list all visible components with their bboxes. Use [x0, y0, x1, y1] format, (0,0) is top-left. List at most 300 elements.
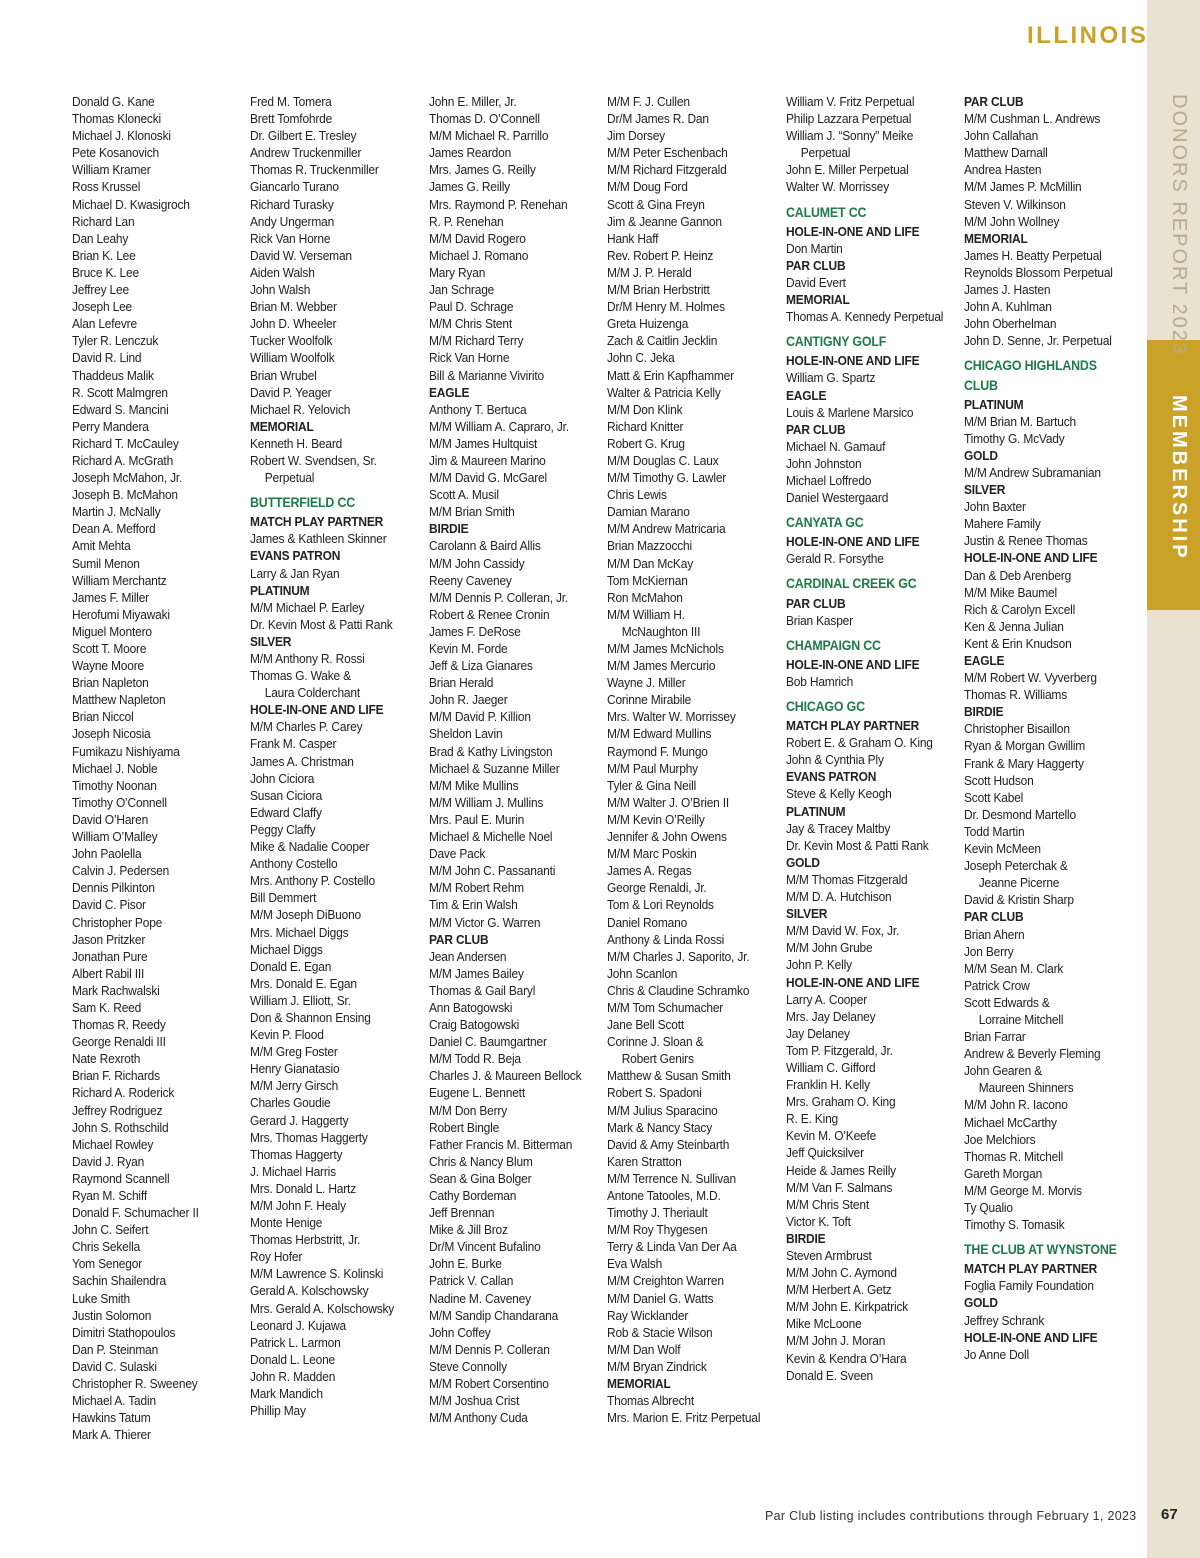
donor-name: M/M Andrew Matricaria	[607, 521, 726, 537]
donor-name: Brian Niccol	[72, 709, 134, 725]
donor-name: Edward S. Mancini	[72, 401, 169, 417]
donor-name: George Renaldi III	[72, 1034, 166, 1050]
donor-name: Hank Haff	[607, 230, 659, 246]
donor-name-continued: Jeanne Picerne	[978, 875, 1060, 891]
donor-name: M/M David G. McGarel	[429, 470, 547, 486]
donor-name: John Scanlon	[607, 965, 678, 981]
donor-name: Brian Napleton	[72, 675, 149, 691]
donor-name: Kevin P. Flood	[250, 1027, 324, 1043]
donor-name: Rev. Robert P. Heinz	[607, 247, 714, 263]
donor-name: Thomas Herbstritt, Jr.	[250, 1232, 361, 1248]
donor-name: Brian K. Lee	[72, 247, 136, 263]
donor-name: Richard A. Roderick	[72, 1085, 175, 1101]
donor-name: Andrea Hasten	[964, 162, 1042, 178]
donor-name: Eugene L. Bennett	[429, 1085, 525, 1101]
donor-name: Joseph B. McMahon	[72, 487, 178, 503]
donor-name: Chris & Nancy Blum	[429, 1153, 533, 1169]
donor-name: Brian F. Richards	[72, 1068, 160, 1084]
tier-heading: MATCH PLAY PARTNER	[964, 1261, 1098, 1277]
donor-name: M/M Terrence N. Sullivan	[607, 1170, 736, 1186]
donor-name: Corinne J. Sloan &	[607, 1034, 704, 1050]
donor-name: Roy Hofer	[250, 1249, 303, 1265]
donor-name: Brian Herald	[429, 675, 494, 691]
donor-name: William Woolfolk	[250, 350, 335, 366]
donor-name: Perry Mandera	[72, 418, 149, 434]
tier-heading: BIRDIE	[964, 704, 1004, 720]
donor-name-continued: Robert Genirs	[621, 1051, 694, 1067]
tier-heading: HOLE-IN-ONE AND LIFE	[964, 550, 1098, 566]
donor-name: Jane Bell Scott	[607, 1017, 685, 1033]
donor-name: R. Scott Malmgren	[72, 384, 168, 400]
donor-name: John D. Wheeler	[250, 316, 337, 332]
donor-name: Christopher R. Sweeney	[72, 1376, 198, 1392]
donor-name: M/M Mike Baumel	[964, 584, 1057, 600]
donor-name: M/M Tom Schumacher	[607, 999, 724, 1015]
donor-name: James F. DeRose	[429, 623, 521, 639]
tier-heading: MEMORIAL	[250, 418, 314, 434]
donor-name: M/M George M. Morvis	[964, 1182, 1082, 1198]
donor-name: Richard Lan	[72, 213, 135, 229]
donor-name: John Oberhelman	[964, 316, 1057, 332]
donor-name: M/M Victor G. Warren	[429, 914, 541, 930]
donor-name: Martin J. McNally	[72, 504, 161, 520]
donor-name: Gerald R. Forsythe	[786, 551, 884, 567]
donor-name: Donald F. Schumacher II	[72, 1205, 199, 1221]
donor-name: Steven Armbrust	[786, 1248, 872, 1263]
donor-name: Thomas A. Kennedy Perpetual	[786, 309, 944, 325]
donor-name: Kenneth H. Beard	[250, 435, 343, 451]
donor-name: Raymond Scannell	[72, 1170, 170, 1186]
donor-name: Jan Schrage	[429, 282, 495, 298]
donor-name: Mary Ryan	[429, 264, 486, 280]
donor-name: Timothy O’Connell	[72, 794, 167, 810]
donor-name: Brian Kasper	[786, 612, 853, 628]
donor-name: M/M D. A. Hutchison	[786, 889, 892, 905]
donor-name: Sam K. Reed	[72, 999, 142, 1015]
tier-heading: MATCH PLAY PARTNER	[786, 718, 920, 734]
donor-name-continued: Perpetual	[800, 145, 851, 161]
donor-name: Christopher Pope	[72, 914, 163, 930]
club-heading: CALUMET CC	[786, 204, 867, 220]
donor-name: Amit Mehta	[72, 538, 131, 554]
tier-heading: BIRDIE	[429, 521, 469, 537]
tier-heading: PAR CLUB	[964, 94, 1024, 109]
donor-name: Walter & Patricia Kelly	[607, 384, 721, 400]
donor-name: John P. Kelly	[786, 957, 852, 973]
donor-name: David W. Verseman	[250, 247, 352, 263]
donor-name: Jeffrey Schrank	[964, 1312, 1045, 1328]
donor-name: Giancarlo Turano	[250, 179, 339, 195]
donor-name: Luke Smith	[72, 1290, 131, 1306]
donor-name: Chris Sekella	[72, 1239, 141, 1255]
donor-name: Jay Delaney	[786, 1025, 850, 1041]
donor-name: William J. Elliott, Sr.	[250, 992, 351, 1008]
donor-name: M/M Michael R. Parrillo	[429, 128, 549, 144]
donor-name: William V. Fritz Perpetual	[786, 94, 915, 109]
footer-note: Par Club listing includes contributions through February 1, 2023	[765, 1509, 1137, 1523]
donor-name: Joseph Lee	[72, 299, 133, 315]
donor-name: Thomas R. Mitchell	[964, 1148, 1064, 1164]
donor-name: Monte Henige	[250, 1215, 323, 1231]
donor-name: Nate Rexroth	[72, 1051, 141, 1067]
donor-name: M/M James Hultquist	[429, 435, 538, 451]
donor-name: Justin Solomon	[72, 1307, 152, 1323]
donor-name: John E. Miller, Jr.	[429, 94, 517, 109]
tier-heading: MEMORIAL	[964, 230, 1028, 246]
donor-name: M/M Thomas Fitzgerald	[786, 871, 908, 887]
donor-name: Susan Ciciora	[250, 787, 323, 803]
donor-name: M/M Doug Ford	[607, 179, 688, 195]
donor-name: Terry & Linda Van Der Aa	[607, 1239, 737, 1255]
donor-name: Michael & Suzanne Miller	[429, 760, 560, 776]
donor-name: Jeffrey Lee	[72, 282, 129, 298]
donor-name: Brian Wrubel	[250, 367, 317, 383]
tier-heading: GOLD	[964, 1295, 998, 1311]
donor-name: Ryan & Morgan Gwillim	[964, 738, 1086, 754]
donor-name: David Evert	[786, 274, 846, 290]
donor-name: William Merchantz	[72, 572, 167, 588]
donor-name: Steve & Kelly Keogh	[786, 786, 892, 802]
donor-name: M/M Michael P. Earley	[250, 599, 365, 615]
donor-name: M/M Marc Poskin	[607, 846, 697, 862]
donor-name: Brian Mazzocchi	[607, 538, 692, 554]
donor-name: Patrick L. Larmon	[250, 1334, 341, 1350]
donor-name: Brian Farrar	[964, 1029, 1026, 1045]
donor-name: Frank M. Casper	[250, 736, 337, 752]
donor-name: Michael & Michelle Noel	[429, 829, 553, 845]
donor-name: Anthony T. Bertuca	[429, 401, 527, 417]
donor-name: M/M Timothy G. Lawler	[607, 470, 727, 486]
donor-name: Dave Pack	[429, 846, 486, 862]
report-title-vertical: DONORS REPORT 2023	[1168, 94, 1190, 357]
donor-name: Andrew & Beverly Fleming	[964, 1046, 1101, 1062]
donor-name: Brad & Kathy Livingston	[429, 743, 553, 759]
donor-name: Robert W. Svendsen, Sr.	[250, 452, 377, 468]
donor-name: Tyler & Gina Neill	[607, 777, 697, 793]
donor-name: Mrs. Jay Delaney	[786, 1008, 876, 1024]
donor-name: Joseph Nicosia	[72, 726, 151, 742]
donor-name: Mike & Jill Broz	[429, 1222, 508, 1238]
donor-name: Robert S. Spadoni	[607, 1085, 702, 1101]
donor-name: Mrs. Donald E. Egan	[250, 975, 357, 991]
donor-name: M/M Edward Mullins	[607, 726, 712, 742]
donor-name: Rick Van Horne	[429, 350, 510, 366]
donor-name: M/M William J. Mullins	[429, 794, 544, 810]
tier-heading: GOLD	[786, 854, 820, 870]
donor-name: Ross Krussel	[72, 179, 141, 195]
donor-name: Mrs. Raymond P. Renehan	[429, 196, 568, 212]
donor-name: Tim & Erin Walsh	[429, 897, 518, 913]
donor-name: John Walsh	[250, 282, 311, 298]
donor-name: Brian Ahern	[964, 926, 1025, 942]
donor-name: Reynolds Blossom Perpetual	[964, 264, 1113, 280]
donor-name: Michael McCarthy	[964, 1114, 1057, 1130]
donor-name: William C. Gifford	[786, 1059, 876, 1075]
donor-name: Rich & Carolyn Excell	[964, 601, 1076, 617]
donor-name: John Coffey	[429, 1324, 491, 1340]
donor-name: David & Kristin Sharp	[964, 892, 1074, 908]
donor-name: John Paolella	[72, 846, 142, 862]
donor-name: Sheldon Lavin	[429, 726, 503, 742]
donor-name: M/M John R. Iacono	[964, 1097, 1068, 1113]
club-heading: THE CLUB AT WYNSTONE	[964, 1242, 1117, 1258]
donor-name: Joseph McMahon, Jr.	[72, 470, 183, 486]
donor-name: M/M James Bailey	[429, 965, 524, 981]
donor-name: Ryan M. Schiff	[72, 1188, 147, 1203]
donor-name: M/M Lawrence S. Kolinski	[250, 1266, 384, 1282]
donor-name: John S. Rothschild	[72, 1119, 169, 1135]
donor-name: Jo Anne Doll	[964, 1346, 1029, 1362]
donor-name: John E. Burke	[429, 1256, 502, 1272]
tier-heading: EAGLE	[429, 384, 470, 400]
donor-name: Fumikazu Nishiyama	[72, 743, 180, 759]
donor-name: Donald G. Kane	[72, 94, 155, 109]
donor-name: Gerard J. Haggerty	[250, 1112, 349, 1128]
tier-heading: PLATINUM	[964, 396, 1024, 412]
donor-name: Kevin McMeen	[964, 841, 1041, 857]
donor-name: Victor K. Toft	[786, 1213, 851, 1229]
donor-name: Dean A. Mefford	[72, 521, 156, 537]
donor-name: William J. “Sonny” Meike	[786, 128, 914, 144]
donor-name: Daniel Romano	[607, 914, 688, 930]
donor-name: M/M John Cassidy	[429, 555, 525, 571]
donor-name: Charles Goudie	[250, 1095, 331, 1111]
donor-name: Jim & Jeanne Gannon	[607, 213, 722, 229]
donor-name: Herofumi Miyawaki	[72, 606, 170, 622]
donor-name: M/M Robert W. Vyverberg	[964, 670, 1097, 686]
donor-name: Donald E. Egan	[250, 958, 332, 974]
donor-name: Justin & Renee Thomas	[964, 533, 1088, 549]
donor-name: Mark Mandich	[250, 1386, 323, 1402]
donor-name: John Callahan	[964, 128, 1039, 144]
donor-name: Joseph Peterchak &	[964, 858, 1068, 874]
donor-name: David C. Sulaski	[72, 1358, 157, 1374]
donor-name: Sachin Shailendra	[72, 1273, 166, 1289]
donor-name: M/M David P. Killion	[429, 709, 531, 725]
donor-name: Patrick Crow	[964, 977, 1030, 993]
donor-name: M/M Sean M. Clark	[964, 960, 1064, 976]
donor-name: Mark A. Thierer	[72, 1427, 151, 1443]
donor-name: Kevin M. O’Keefe	[786, 1128, 877, 1144]
donor-name: Daniel Westergaard	[786, 490, 889, 506]
donor-name: Thomas R. Truckenmiller	[250, 162, 379, 178]
donor-name: Thomas Haggerty	[250, 1146, 343, 1162]
tier-heading: HOLE-IN-ONE AND LIFE	[786, 223, 920, 239]
club-heading: CANYATA GC	[786, 515, 864, 531]
donor-name: Rob & Stacie Wilson	[607, 1324, 713, 1340]
tier-heading: PAR CLUB	[964, 909, 1024, 925]
donor-name: M/M Don Klink	[607, 401, 683, 417]
donor-name: M/M David Rogero	[429, 230, 526, 246]
donor-name: Eva Walsh	[607, 1256, 663, 1272]
club-heading: CHICAGO GC	[786, 699, 865, 714]
donor-name: Michael D. Kwasigroch	[72, 196, 190, 212]
donor-name: M/M Andrew Subramanian	[964, 464, 1101, 480]
donor-name: Alan Lefevre	[72, 316, 137, 332]
donor-name: James H. Beatty Perpetual	[964, 247, 1102, 263]
donor-name: Henry Gianatasio	[250, 1061, 340, 1077]
donor-name: M/M John J. Moran	[786, 1333, 886, 1349]
club-heading: BUTTERFIELD CC	[250, 495, 356, 511]
donor-name: Nadine M. Caveney	[429, 1290, 531, 1306]
donor-name: David P. Yeager	[250, 384, 332, 400]
tier-heading: SILVER	[786, 906, 828, 922]
donor-name: M/M Robert Corsentino	[429, 1376, 549, 1392]
donor-name: M/M John Grube	[786, 940, 873, 956]
donor-name: M/M Daniel G. Watts	[607, 1290, 714, 1306]
donor-name: Scott A. Musil	[429, 487, 499, 503]
donor-name: M/M Robert Rehm	[429, 880, 524, 896]
donor-name: M/M F. J. Cullen	[607, 94, 690, 109]
tier-heading: HOLE-IN-ONE AND LIFE	[786, 534, 920, 550]
donor-name: Jean Andersen	[429, 948, 507, 964]
donor-name: Tom McKiernan	[607, 572, 688, 588]
donor-name: M/M William H.	[607, 606, 685, 622]
donor-name: Mrs. Donald L. Hartz	[250, 1180, 356, 1196]
donor-name: Anthony & Linda Rossi	[607, 931, 725, 947]
donor-name: M/M Brian M. Bartuch	[964, 413, 1076, 429]
donor-name: Jason Pritzker	[72, 931, 146, 947]
donor-name: M/M Brian Herbstritt	[607, 282, 710, 298]
donor-name: M/M Sandip Chandarana	[429, 1307, 559, 1323]
donor-name: James G. Reilly	[429, 179, 510, 195]
donor-name: Donald L. Leone	[250, 1351, 336, 1367]
donor-name: James F. Miller	[72, 589, 149, 605]
donor-name: Andy Ungerman	[250, 213, 335, 229]
donor-name: M/M Chris Stent	[786, 1196, 869, 1212]
donor-name: Larry & Jan Ryan	[250, 565, 340, 581]
donor-name: Mrs. Michael Diggs	[250, 924, 349, 940]
donor-name: Ty Qualio	[964, 1200, 1013, 1215]
donor-name: M/M Dennis P. Colleran	[429, 1341, 550, 1357]
donor-name: Yom Senegor	[72, 1256, 143, 1272]
tier-heading: PAR CLUB	[786, 421, 846, 437]
donor-name: Dan Leahy	[72, 230, 129, 246]
donor-name: Antone Tatooles, M.D.	[607, 1188, 721, 1203]
donor-name: Jim & Maureen Marino	[429, 452, 546, 468]
donor-name: Rick Van Horne	[250, 230, 331, 246]
donor-name: George Renaldi, Jr.	[607, 880, 707, 896]
tier-heading: EVANS PATRON	[250, 548, 341, 564]
donor-name: John Gearen &	[964, 1063, 1043, 1079]
donor-name: John Ciciora	[250, 770, 315, 786]
donor-name: Bill Demmert	[250, 890, 317, 906]
donor-name: Matthew Darnall	[964, 145, 1048, 161]
club-heading: CLUB	[964, 377, 998, 393]
donor-name: Michael J. Romano	[429, 247, 529, 263]
donor-column-3	[429, 93, 595, 1426]
donor-name: Wayne J. Miller	[607, 675, 686, 691]
tier-heading: SILVER	[964, 482, 1006, 498]
donor-name: Dr/M Henry M. Holmes	[607, 299, 725, 315]
donor-name: Richard A. McGrath	[72, 452, 174, 468]
donor-name: David C. Pisor	[72, 897, 146, 913]
donor-name: Scott Kabel	[964, 789, 1024, 805]
donor-name: Andrew Truckenmiller	[250, 145, 362, 161]
donor-name: Michael J. Noble	[72, 760, 158, 776]
donor-name: Gerald A. Kolschowsky	[250, 1283, 369, 1299]
donor-name: David O’Haren	[72, 811, 149, 827]
donor-name: Michael Diggs	[250, 941, 323, 957]
donor-name: M/M Creighton Warren	[607, 1273, 724, 1289]
tier-heading: HOLE-IN-ONE AND LIFE	[250, 702, 384, 718]
donor-name: Franklin H. Kelly	[786, 1077, 870, 1093]
donor-name: M/M Julius Sparacino	[607, 1102, 718, 1118]
donor-name: Richard T. McCauley	[72, 435, 179, 451]
tier-heading: HOLE-IN-ONE AND LIFE	[786, 974, 920, 990]
donor-name: M/M Dennis P. Colleran, Jr.	[429, 589, 569, 605]
donor-name: Mahere Family	[964, 516, 1041, 532]
donor-name: Foglia Family Foundation	[964, 1278, 1094, 1294]
donor-name: Thomas Albrecht	[607, 1393, 694, 1409]
donor-name: Matt & Erin Kapfhammer	[607, 367, 734, 383]
donor-name: Pete Kosanovich	[72, 145, 160, 161]
donor-name: Mrs. James G. Reilly	[429, 162, 536, 178]
donor-name: Dr. Kevin Most & Patti Rank	[786, 837, 929, 853]
donor-name: Michael A. Tadin	[72, 1393, 156, 1409]
donor-name: John C. Seifert	[72, 1222, 149, 1238]
donor-name: Gareth Morgan	[964, 1165, 1043, 1181]
tier-heading: BIRDIE	[786, 1230, 826, 1246]
donor-name: Edward Claffy	[250, 804, 322, 820]
donor-name: Dan & Deb Arenberg	[964, 567, 1072, 583]
donor-name: Walter W. Morrissey	[786, 179, 890, 195]
donor-name: Mrs. Gerald A. Kolschowsky	[250, 1300, 395, 1316]
donor-name: Scott T. Moore	[72, 641, 147, 656]
donor-name: David J. Ryan	[72, 1153, 145, 1169]
donor-name: James Reardon	[429, 145, 512, 161]
donor-name: M/M J. P. Herald	[607, 264, 692, 280]
donor-name: M/M Van F. Salmans	[786, 1179, 893, 1195]
club-heading: CARDINAL CREEK GC	[786, 576, 917, 592]
donor-name: Dr/M James R. Dan	[607, 111, 709, 127]
donor-name: Carolann & Baird Allis	[429, 538, 541, 554]
donor-name: Sean & Gina Bolger	[429, 1170, 532, 1186]
donor-name: John Baxter	[964, 499, 1026, 515]
tier-heading: MEMORIAL	[786, 292, 850, 308]
donor-name-continued: Perpetual	[264, 470, 315, 486]
donor-name: Father Francis M. Bitterman	[429, 1136, 573, 1152]
donor-name: Kent & Erin Knudson	[964, 635, 1072, 651]
donor-name: Robert E. & Graham O. King	[786, 735, 933, 751]
donor-name: John Johnston	[786, 455, 862, 471]
donor-name: Dimitri Stathopoulos	[72, 1324, 176, 1340]
donor-name: Greta Huizenga	[607, 316, 689, 332]
donor-name: Jon Berry	[964, 943, 1014, 959]
donor-name: James A. Christman	[250, 753, 354, 769]
donor-name: Larry A. Cooper	[786, 991, 868, 1007]
donor-name: M/M Roy Thygesen	[607, 1222, 708, 1238]
donor-name: Thomas R. Reedy	[72, 1017, 166, 1033]
donor-name: M/M Charles P. Carey	[250, 719, 363, 735]
donor-name: M/M James McNichols	[607, 641, 724, 656]
donor-name: Timothy G. McVady	[964, 430, 1065, 446]
donor-name: Bill & Marianne Vivirito	[429, 367, 545, 383]
donor-name: Mrs. Marion E. Fritz Perpetual	[607, 1410, 761, 1426]
donor-name: David & Amy Steinbarth	[607, 1136, 730, 1152]
donor-name: Mike McLoone	[786, 1316, 862, 1332]
donor-name: M/M Bryan Zindrick	[607, 1358, 707, 1374]
donor-name: M/M Todd R. Beja	[429, 1051, 521, 1067]
donor-name: Donald E. Sveen	[786, 1367, 874, 1383]
donor-name: John C. Jeka	[607, 350, 675, 366]
donor-name: M/M Chris Stent	[429, 316, 512, 332]
donor-name: Michael N. Gamauf	[786, 438, 886, 454]
donor-name: Robert G. Krug	[607, 435, 685, 451]
donor-name: Jeff Brennan	[429, 1205, 495, 1221]
donor-name: Steve Connolly	[429, 1358, 507, 1374]
donor-name: James A. Regas	[607, 863, 692, 879]
